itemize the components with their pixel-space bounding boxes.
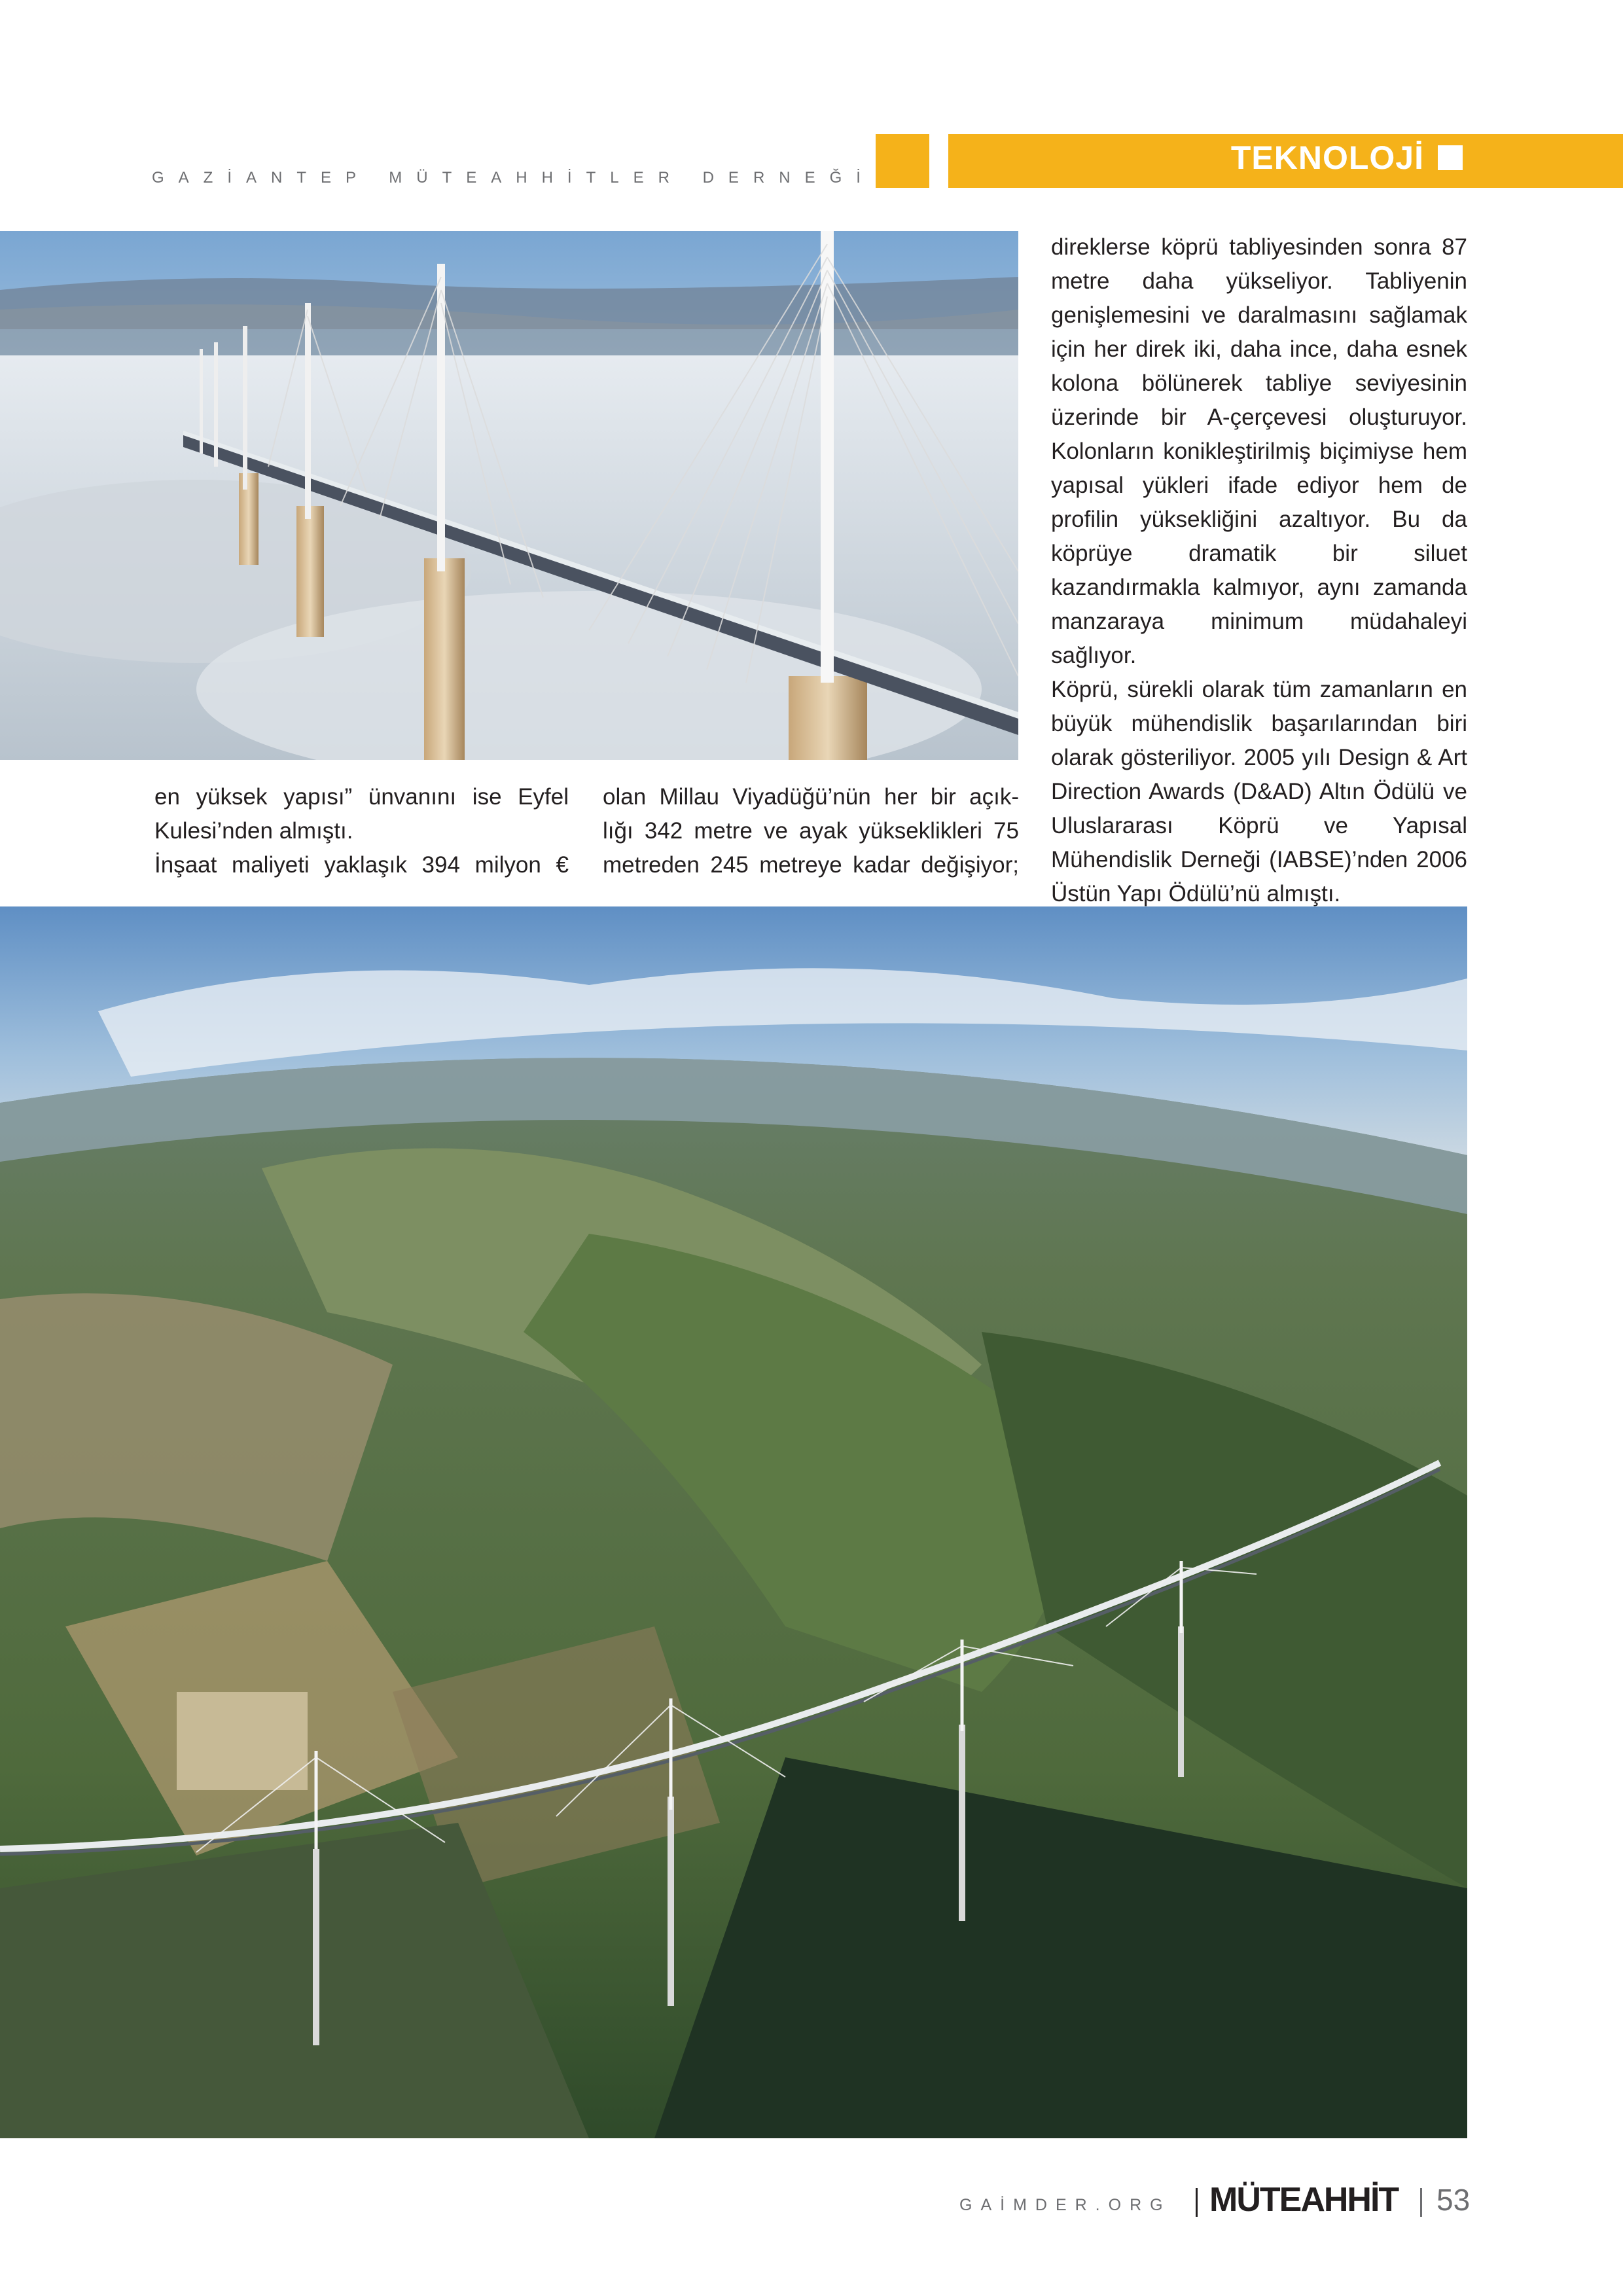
- square-icon: [1438, 145, 1463, 170]
- text-line: metreden 245 metreye kadar değişiyor;: [603, 852, 1019, 878]
- text-line: lığı 342 metre ve ayak yükseklikleri 75: [603, 818, 1019, 844]
- bridge-in-fog-photo: [0, 231, 1018, 760]
- text-line: olan Millau Viyadüğü’nün her bir açık-: [603, 784, 1019, 810]
- article-column-left: [154, 780, 569, 882]
- page-number: 53: [1436, 2183, 1471, 2217]
- footer-divider: [1420, 2188, 1422, 2217]
- section-title: TEKNOLOJİ: [1230, 139, 1424, 176]
- footer-divider: [1196, 2188, 1198, 2217]
- text-line: Kulesi’nden almıştı.: [154, 818, 353, 844]
- article-column-right: [1051, 230, 1467, 911]
- header-org-name: GAZİANTEP MÜTEAHHİTLER DERNEĞİ: [152, 169, 875, 187]
- article-paragraph: Köprü, sürekli olarak tüm zamanların en büyük mühendislik başarılarından biri olarak gösteriliyor. 2005 yılı Design & Art Direction Awards (D&AD) Altın Ödülü ve Uluslararası Köprü ve Yapısal Mühendislik Derneği (IABSE)’nden 2006 Üstün Yapı Ödülü’nü almıştı.: [1051, 677, 1467, 906]
- footer-site-link[interactable]: GAİMDER.ORG: [959, 2196, 1171, 2214]
- magazine-logo: MÜTEAHHİT: [1209, 2181, 1399, 2219]
- aerial-viaduct-photo: [0, 906, 1467, 2138]
- text-line: en yüksek yapısı” ünvanını ise Eyfel: [154, 784, 569, 810]
- text-line: İnşaat maliyeti yaklaşık 394 milyon €: [154, 852, 569, 878]
- article-column-middle: [603, 780, 1019, 882]
- header-accent-square: [876, 134, 929, 188]
- article-paragraph: direklerse köprü tabliyesinden sonra 87 metre daha yükseliyor. Tabliyenin genişlemesini ve daralmasını sağlamak için her direk iki, daha ince, daha esnek kolona bölünerek tabliye seviyesinin üzerinde bir A-çerçevesi oluşturuyor. Kolonların konikleştirilmiş biçimiyse hem yapısal yükleri ifade ediyor hem de profilin yüksekliğini azaltıyor. Bu da köprüye dramatik bir siluet kazandırmakla kalmıyor, aynı zamanda manzaraya minimum müdahaleyi sağlıyor.: [1051, 234, 1467, 668]
